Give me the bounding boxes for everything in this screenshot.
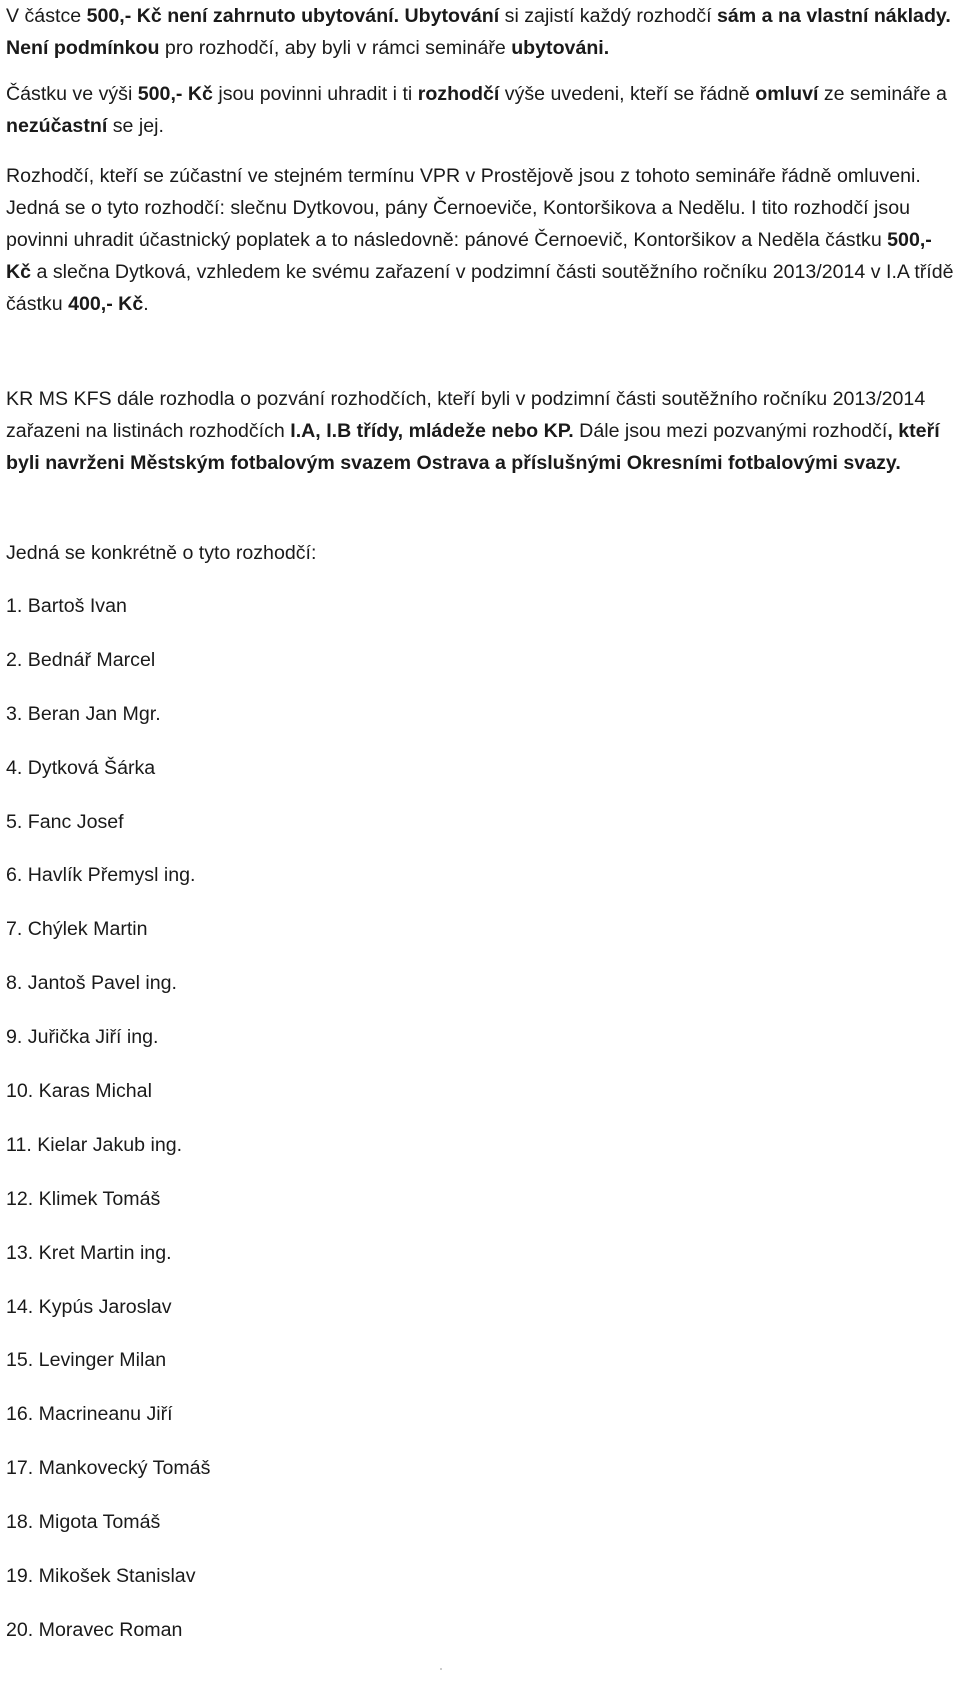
text-span: Částku ve výši [6,83,138,105]
list-item: 16. Macrineanu Jiří [6,1403,173,1426]
list-item: 14. Kypús Jaroslav [6,1295,172,1318]
bold-span: 500,- Kč [137,83,213,105]
bold-span: sám a na vlastní náklady. Není podmínkou [6,5,951,59]
list-item: 6. Havlík Přemysl ing. [6,864,196,887]
list-item: 3. Beran Jan Mgr. [6,702,161,725]
bold-span: I.A, I.B třídy, mládeže nebo KP. [290,420,574,442]
bold-span: ubytováni. [511,37,610,59]
text-span: Dále jsou mezi pozvanými rozhodčí [573,420,888,442]
paragraph-fee-obligation [6,78,956,142]
list-item: 10. Karas Michal [6,1080,152,1103]
referee-list [6,590,210,1668]
list-item: 2. Bednář Marcel [6,648,156,671]
list-item: 4. Dytková Šárka [6,756,156,779]
bold-span: rozhodčí [417,83,500,105]
list-item: 5. Fanc Josef [6,810,124,833]
text-span: ze semináře a [818,83,947,105]
list-item: 9. Juřička Jiří ing. [6,1026,159,1049]
text-span: V částce [6,5,87,27]
bold-span: 400,- Kč [68,293,144,315]
list-item: 19. Mikošek Stanislav [6,1565,196,1588]
list-item: 20. Moravec Roman [6,1618,183,1641]
text-span: výše uvedeni, kteří se řádně [499,83,756,105]
list-item: 7. Chýlek Martin [6,918,148,941]
text-span: a slečna Dytková, vzhledem ke svému zařazení v podzimní části soutěžního ročníku 2013/2014 v I.A třídě částku [6,261,954,315]
text-span: KR MS KFS dále rozhodla o pozvání rozhodčích, kteří byli v podzimní části soutěžního ročníku 2013/2014 zařazeni na listinách rozhodčích [6,388,926,442]
list-item: 17. Mankovecký Tomáš [6,1457,211,1480]
text-span: jsou povinni uhradit i ti [212,83,418,105]
bold-span: omluví [755,83,819,105]
text-span: si zajistí každý rozhodčí [499,5,718,27]
paragraph-accommodation [6,0,956,64]
text-span: . [143,293,149,315]
bold-span: , kteří byli navrženi Městským fotbalovým svazem Ostrava a příslušnými Okresními fotbalovými svazy. [6,420,940,474]
list-item: 8. Jantoš Pavel ing. [6,972,178,995]
list-item: 11. Kielar Jakub ing. [6,1133,183,1156]
bold-span: 500,- Kč není zahrnuto ubytování. Ubytování [86,5,500,27]
list-item: 12. Klimek Tomáš [6,1187,161,1210]
text-span: Rozhodčí, kteří se zúčastní ve stejném termínu VPR v Prostějově jsou z tohoto semináře řádně omluveni. Jedná se o tyto rozhodčí: slečnu Dytkovou, pány Černoeviče, Kontoršikova a Nedělu. I tito rozhodčí jsou povinni uhradit účastnický poplatek a to následovně: pánové Černoevič, Kontoršikov a Neděla částku [6,165,921,251]
text-span: se jej. [107,115,164,137]
bold-span: 500,- Kč [6,229,932,283]
paragraph-invitation [6,383,956,479]
list-item: 1. Bartoš Ivan [6,595,127,617]
bold-span: nezúčastní [6,115,108,137]
list-item: 18. Migota Tomáš [6,1511,161,1534]
list-item: 13. Kret Martin ing. [6,1241,172,1264]
text-span: pro rozhodčí, aby byli v rámci semináře [159,37,512,59]
list-item: 15. Levinger Milan [6,1349,167,1372]
paragraph-excused-referees [6,160,956,320]
list-intro: Jedná se konkrétně o tyto rozhodčí: [6,542,317,564]
page-mark [440,1668,442,1670]
